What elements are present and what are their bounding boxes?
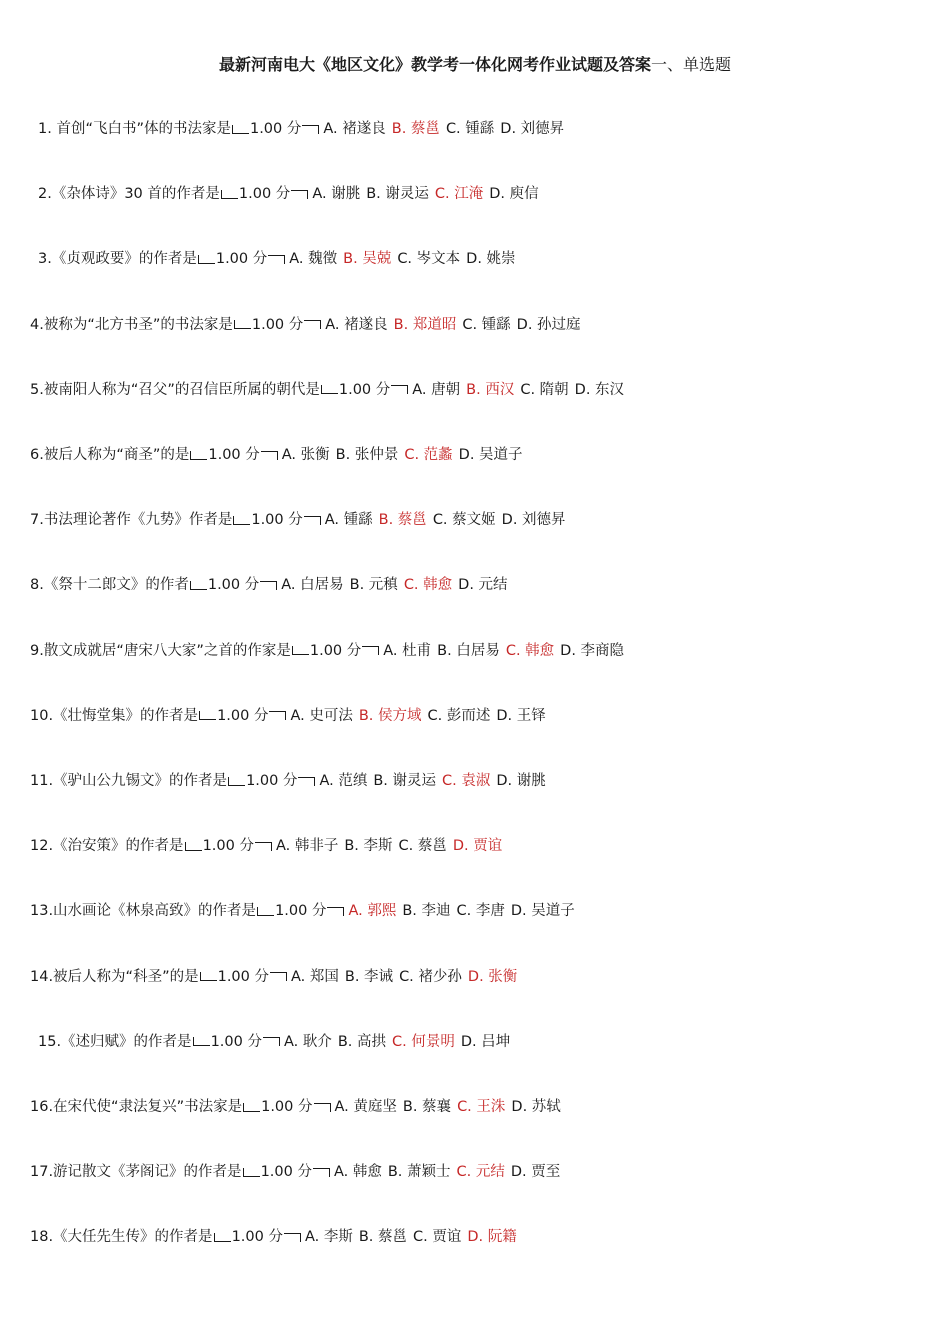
option: C. 隋朝 [520,381,569,398]
answer-blank-left [232,125,249,134]
question-row [30,639,630,660]
answer-blank-left [221,190,238,199]
question-stem: 1. 首创“飞白书”体的书法家是 [38,121,231,137]
question-stem: 14.被后人称为“科圣”的是 [30,968,199,985]
option: D. 谢朓 [496,773,546,789]
question-stem: 13.山水画论《林泉高致》的作者是 [30,903,257,920]
correct-option: C. 何景明 [392,1033,455,1050]
answer-blank-left [292,646,309,655]
option: D. 东汉 [574,381,625,398]
answer-blank-right [304,516,321,525]
option: B. 谢灵运 [366,186,429,203]
option: B. 李斯 [344,838,393,855]
option: D. 吕坤 [460,1033,511,1050]
question-row [30,508,572,529]
answer-blank-right [362,646,379,655]
question-score: 1.00 分 [208,447,260,463]
answer-blank-right [263,1037,280,1046]
correct-option: C. 韩愈 [505,642,555,659]
option: A. 韩非子 [275,838,339,855]
option: A. 褚遂良 [325,316,388,333]
question-stem: 16.在宋代使“隶法复兴”书法家是 [30,1099,243,1115]
question-stem: 2.《杂体诗》30 首的作者是 [38,186,220,203]
question-row [30,965,523,986]
question-score: 1.00 分 [260,1164,312,1181]
question-row [30,704,552,725]
question-stem: 5.被南阳人称为“召父”的召信臣所属的朝代是 [30,381,320,398]
question-score: 1.00 分 [251,512,303,529]
question-score: 1.00 分 [275,903,327,920]
option: D. 吴道子 [458,447,523,463]
option: A. 黄庭坚 [334,1099,397,1115]
question-stem: 17.游记散文《茅阁记》的作者是 [30,1164,242,1181]
question-row [38,247,522,268]
question-stem: 7.书法理论著作《九势》作者是 [30,512,233,529]
question-stem: 10.《壮悔堂集》的作者是 [30,707,199,724]
option: C. 李唐 [456,903,505,920]
option: B. 李诫 [344,968,394,985]
option: D. 元结 [458,577,508,594]
question-score: 1.00 分 [215,251,268,268]
question-row [38,182,545,203]
title-main: 最新河南电大《地区文化》教学考一体化网考作业试题及答案 [218,55,651,74]
option: D. 苏轼 [511,1099,561,1115]
correct-option: B. 郑道昭 [393,316,457,333]
option: C. 褚少孙 [399,968,462,985]
question-row [38,117,570,138]
question-stem: 3.《贞观政要》的作者是 [38,251,197,268]
option: B. 白居易 [437,642,500,659]
answer-blank-right [327,907,344,916]
question-stem: 4.被称为“北方书圣”的书法家是 [30,316,233,333]
option: A. 张衡 [281,447,330,463]
correct-option: D. 阮籍 [467,1229,517,1246]
option: A. 谢朓 [312,186,361,203]
option: A. 范缜 [319,773,368,789]
option: D. 孙过庭 [516,316,581,333]
question-row [30,1225,523,1246]
option: B. 李迪 [402,903,451,920]
question-score: 1.00 分 [231,1229,283,1246]
answer-blank-left [233,516,250,525]
option: A. 史可法 [290,707,353,724]
question-row [30,769,552,790]
question-score: 1.00 分 [261,1099,313,1115]
question-score: 1.00 分 [210,1033,262,1050]
answer-blank-right [268,255,285,264]
answer-blank-left [243,1103,260,1112]
correct-option: C. 元结 [456,1164,505,1181]
correct-option: A. 郭熙 [348,903,397,920]
answer-blank-right [391,385,408,394]
answer-blank-right [313,1168,330,1177]
correct-option: C. 袁淑 [442,773,491,789]
question-row [30,313,587,334]
question-score: 1.00 分 [207,577,260,594]
answer-blank-right [284,1233,301,1242]
answer-blank-left [198,255,215,264]
option: A. 耿介 [283,1033,332,1050]
answer-blank-left [200,972,217,981]
option: B. 蔡襄 [402,1099,452,1115]
question-stem: 12.《治安策》的作者是 [30,838,184,855]
correct-option: C. 范蠡 [404,447,453,463]
option: B. 蔡邕 [358,1229,408,1246]
correct-option: B. 侯方域 [358,707,422,724]
answer-blank-left [257,907,274,916]
option: B. 张仲景 [335,447,399,463]
correct-option: C. 江淹 [434,186,484,203]
page-title [0,52,950,75]
question-stem: 15.《述归赋》的作者是 [38,1033,192,1050]
question-stem: 6.被后人称为“商圣”的是 [30,447,190,463]
answer-blank-right [314,1103,331,1112]
option: C. 锺繇 [445,121,495,137]
question-row [30,1160,566,1181]
answer-blank-right [298,777,315,786]
option: A. 魏徵 [289,251,338,268]
option: B. 高拱 [337,1033,387,1050]
option: A. 锺繇 [324,512,373,529]
option: B. 元稹 [349,577,398,594]
question-score: 1.00 分 [338,381,391,398]
option: A. 唐朝 [412,381,461,398]
question-stem: 18.《大任先生传》的作者是 [30,1229,213,1246]
answer-blank-left [214,1233,231,1242]
option: B. 萧颖士 [387,1164,451,1181]
option: D. 庾信 [489,186,539,203]
option: A. 杜甫 [383,642,432,659]
correct-option: B. 蔡邕 [391,121,440,137]
option: C. 蔡邕 [398,838,447,855]
question-row [30,443,529,464]
answer-blank-left [190,581,207,590]
question-row [30,573,514,594]
option: C. 蔡文姬 [432,512,496,529]
question-stem: 9.散文成就居“唐宋八大家”之首的作家是 [30,642,291,659]
question-stem: 8.《祭十二郎文》的作者 [30,577,189,594]
question-stem: 11.《驴山公九锡文》的作者是 [30,773,228,789]
option: C. 岑文本 [397,251,461,268]
option: C. 贾谊 [413,1229,462,1246]
answer-blank-left [321,385,338,394]
question-row [30,834,508,855]
question-score: 1.00 分 [217,968,269,985]
answer-blank-left [199,711,216,720]
answer-blank-left [228,777,245,786]
answer-blank-left [190,451,207,460]
answer-blank-left [193,1037,210,1046]
option: D. 姚崇 [466,251,516,268]
question-score: 1.00 分 [202,838,254,855]
question-score: 1.00 分 [246,773,298,789]
correct-option: C. 韩愈 [403,577,453,594]
question-row [30,1095,567,1116]
answer-blank-right [260,581,277,590]
answer-blank-right [302,125,319,134]
question-row [38,1030,516,1051]
question-score: 1.00 分 [251,316,304,333]
question-score: 1.00 分 [217,707,269,724]
correct-option: B. 西汉 [466,381,515,398]
answer-blank-right [304,320,321,329]
answer-blank-right [261,451,278,460]
question-row [30,378,630,399]
option: A. 郑国 [291,968,339,985]
option: C. 彭而述 [427,707,491,724]
title-section: 一、单选题 [651,55,732,74]
correct-option: B. 吴兢 [343,251,392,268]
question-score: 1.00 分 [238,186,291,203]
option: B. 谢灵运 [373,773,437,789]
answer-blank-right [255,842,272,851]
option: D. 贾至 [510,1164,561,1181]
answer-blank-right [291,190,308,199]
question-score: 1.00 分 [249,121,302,137]
option: D. 吴道子 [510,903,575,920]
option: D. 刘德昇 [501,512,566,529]
answer-blank-right [270,972,287,981]
option: D. 刘德昇 [500,121,565,137]
option: D. 王铎 [496,707,546,724]
question-row [30,899,581,920]
option: D. 李商隐 [560,642,625,659]
option: A. 褚遂良 [323,121,386,137]
correct-option: D. 张衡 [467,968,518,985]
answer-blank-right [269,711,286,720]
correct-option: D. 贾谊 [452,838,503,855]
answer-blank-left [185,842,202,851]
answer-blank-left [234,320,251,329]
correct-option: B. 蔡邕 [378,512,427,529]
option: A. 白居易 [281,577,344,594]
correct-option: C. 王洙 [457,1099,506,1115]
option: C. 锺繇 [462,316,511,333]
question-score: 1.00 分 [309,642,362,659]
option: A. 韩愈 [333,1164,382,1181]
option: A. 李斯 [304,1229,353,1246]
answer-blank-left [243,1168,260,1177]
